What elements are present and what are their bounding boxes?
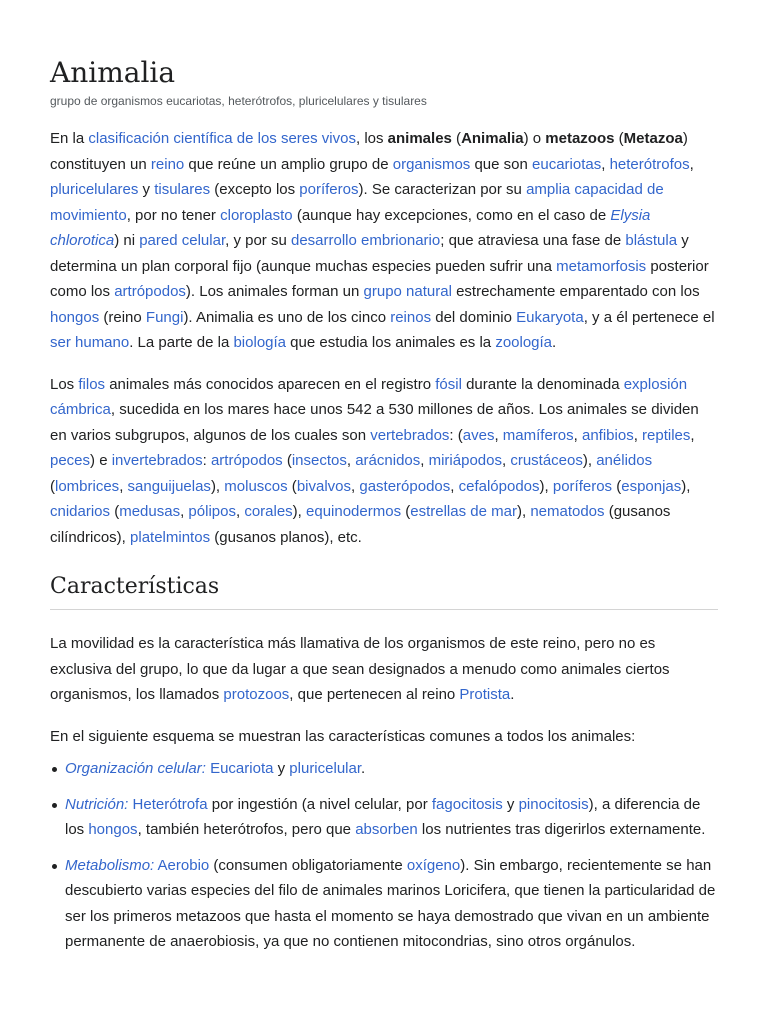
link-poriferos[interactable]: poríferos <box>299 181 359 198</box>
link-cnidarios[interactable]: cnidarios <box>50 503 111 520</box>
link-fosil[interactable]: fósil <box>435 375 462 393</box>
link-biologia[interactable]: biología <box>233 334 287 351</box>
link-pared-celular[interactable]: pared celular <box>139 232 226 249</box>
link-platelmintos[interactable]: platelmintos <box>130 528 211 546</box>
term-metazoos: metazoos <box>545 130 615 147</box>
link-tisulares[interactable]: tisulares <box>154 181 211 198</box>
link-metamorfosis[interactable]: metamorfosis <box>556 257 647 275</box>
link-movimiento[interactable]: amplia capacidad de movimiento <box>50 181 664 224</box>
link-reinos[interactable]: reinos <box>390 308 432 326</box>
link-anfibios[interactable]: anfibios <box>582 426 634 444</box>
link-hongos-2[interactable]: hongos <box>88 821 138 838</box>
link-heterotrofos[interactable]: heterótrofos <box>609 155 690 173</box>
phyla-paragraph: Los filos animales más conocidos aparecen en el registro fósil durante la denominada explosión cámbrica, sucedida en los mares hace unos 542 a 530 millones de años. Los animales se dividen en varios subgrupos, algunos de los cuales son vertebrados: (aves, mamíferos, anfibios, reptiles, peces) e invertebrados: artrópodos (insectos, arácnidos, miriápodos, crustáceos), anélidos (lombrices, sanguijuelas), moluscos (bivalvos, gasterópodos, cefalópodos), poríferos (esponjas), cnidarios (medusas, pólipos, corales), equinodermos (estrellas de mar), nematodos (gusanos cilíndricos), platelmintos (gusanos planos), etc. <box>50 375 699 546</box>
link-estrellas-de-mar[interactable]: estrellas de mar <box>410 503 517 520</box>
link-sanguijuelas[interactable]: sanguijuelas <box>127 477 211 495</box>
link-ser-humano[interactable]: ser humano <box>50 334 130 351</box>
link-moluscos[interactable]: moluscos <box>224 477 288 495</box>
link-hongos[interactable]: hongos <box>50 308 100 326</box>
scheme-intro-paragraph: En el siguiente esquema se muestran las características comunes a todos los animales: <box>50 727 636 745</box>
link-eukaryota[interactable]: Eukaryota <box>516 308 584 326</box>
link-zoologia[interactable]: zoología <box>495 334 553 351</box>
list-item: Metabolismo: Aerobio (consumen obligatoriamente oxígeno). Sin embargo, recientemente se han descubierto varias especies del filo de animales marinos Loricifera, que tienen la particularidad de ser los primeros metazoos que hasta el momento se haya demostrado que vivan en un ambiente permanente de anaerobiosis, ya que no contienen mitocondrias, sino otros orgánulos. <box>65 853 718 955</box>
link-insectos[interactable]: insectos <box>291 452 347 469</box>
link-nutricion[interactable]: Nutrición: <box>65 795 129 813</box>
link-oxigeno[interactable]: oxígeno <box>406 856 461 874</box>
link-clasificacion[interactable]: clasificación científica de los seres vivos <box>88 130 356 147</box>
link-aerobio[interactable]: Aerobio <box>157 856 210 874</box>
link-peces[interactable]: peces <box>50 452 91 469</box>
link-protozoos[interactable]: protozoos <box>223 686 290 703</box>
link-protista[interactable]: Protista <box>459 686 511 703</box>
term-animalia: Animalia <box>461 130 524 147</box>
link-metabolismo[interactable]: Metabolismo: <box>65 856 155 874</box>
link-organismos[interactable]: organismos <box>392 155 471 173</box>
link-heterotrofa[interactable]: Heterótrofa <box>132 795 208 813</box>
term-animales: animales <box>387 130 452 147</box>
link-eucariotas[interactable]: eucariotas <box>532 155 602 173</box>
link-cloroplasto[interactable]: cloroplasto <box>220 206 293 224</box>
link-reptiles[interactable]: reptiles <box>642 426 691 444</box>
link-fungi[interactable]: Fungi <box>145 308 184 326</box>
link-filos[interactable]: filos <box>78 375 106 393</box>
section-heading-caracteristicas: Características <box>50 572 718 610</box>
page-title: Animalia <box>50 56 176 89</box>
link-poriferos-2[interactable]: poríferos <box>552 477 613 495</box>
link-medusas[interactable]: medusas <box>119 503 181 520</box>
link-crustaceos[interactable]: crustáceos <box>510 452 583 469</box>
link-polipos[interactable]: pólipos <box>188 503 236 520</box>
link-esponjas[interactable]: esponjas <box>621 477 682 495</box>
link-grupo-natural[interactable]: grupo natural <box>363 283 452 300</box>
link-artropodos-2[interactable]: artrópodos <box>210 452 283 469</box>
link-aracnidos[interactable]: arácnidos <box>355 452 421 469</box>
mobility-paragraph: La movilidad es la característica más llamativa de los organismos de este reino, pero no es exclusiva del grupo, lo que da lugar a que sean designados a menudo como animales ciertos organismos, los llamados protozoos, que pertenecen al reino Protista. <box>50 635 670 703</box>
list-item: Nutrición: Heterótrofa por ingestión (a nivel celular, por fagocitosis y pinocitosis), a diferencia de los hongos, también heterótrofos, pero que absorben los nutrientes tras digerirlos externamente. <box>65 792 718 843</box>
link-elysia-chlorotica[interactable]: Elysia chlorotica <box>50 206 651 249</box>
link-explosion-cambrica[interactable]: explosión cámbrica <box>50 375 688 418</box>
link-absorben[interactable]: absorben <box>355 821 418 838</box>
link-anelidos[interactable]: anélidos <box>596 452 653 469</box>
link-corales[interactable]: corales <box>244 503 293 520</box>
link-vertebrados[interactable]: vertebrados <box>370 426 450 444</box>
link-organizacion-celular[interactable]: Organización celular: <box>65 760 206 777</box>
characteristics-list <box>50 756 718 955</box>
term-metazoa: Metazoa <box>623 130 683 147</box>
link-blastula[interactable]: blástula <box>625 232 678 249</box>
link-fagocitosis[interactable]: fagocitosis <box>431 795 503 813</box>
link-invertebrados[interactable]: invertebrados <box>111 452 203 469</box>
intro-paragraph: En la clasificación científica de los seres vivos, los animales (Animalia) o metazoos (Metazoa) constituyen un reino que reúne un amplio grupo de organismos que son eucariotas, heterótrofos, pluricelulares y tisulares (excepto los poríferos). Se caracterizan por su amplia capacidad de movimiento, por no tener cloroplasto (aunque hay excepciones, como en el caso de Elysia chlorotica) ni pared celular, y por su desarrollo embrionario; que atraviesa una fase de blástula y determina un plan corporal fijo (aunque muchas especies pueden sufrir una metamorfosis posterior como los artrópodos). Los animales forman un grupo natural estrechamente emparentado con los hongos (reino Fungi). Animalia es uno de los cinco reinos del dominio Eukaryota, y a él pertenece el ser humano. La parte de la biología que estudia los animales es la zoología. <box>50 130 715 351</box>
link-pluricelular[interactable]: pluricelular <box>289 760 362 777</box>
link-pinocitosis[interactable]: pinocitosis <box>518 795 589 813</box>
list-item: Organización celular: Eucariota y pluricelular. <box>65 756 718 782</box>
link-equinodermos[interactable]: equinodermos <box>306 503 402 520</box>
link-gasteropodos[interactable]: gasterópodos <box>359 477 451 495</box>
link-artropodos[interactable]: artrópodos <box>114 283 186 300</box>
link-nematodos[interactable]: nematodos <box>530 503 605 520</box>
page-subtitle: grupo de organismos eucariotas, heterótrofos, pluricelulares y tisulares <box>50 94 427 108</box>
link-aves[interactable]: aves <box>462 426 495 444</box>
link-desarrollo-embrionario[interactable]: desarrollo embrionario <box>290 232 441 249</box>
link-mamiferos[interactable]: mamíferos <box>502 426 574 444</box>
link-miriapodos[interactable]: miriápodos <box>428 452 502 469</box>
link-bivalvos[interactable]: bivalvos <box>296 477 352 495</box>
link-pluricelulares[interactable]: pluricelulares <box>50 181 139 198</box>
link-lombrices[interactable]: lombrices <box>55 477 120 495</box>
link-cefalopodos[interactable]: cefalópodos <box>458 477 540 495</box>
link-eucariota[interactable]: Eucariota <box>210 760 274 777</box>
link-reino[interactable]: reino <box>150 155 185 173</box>
